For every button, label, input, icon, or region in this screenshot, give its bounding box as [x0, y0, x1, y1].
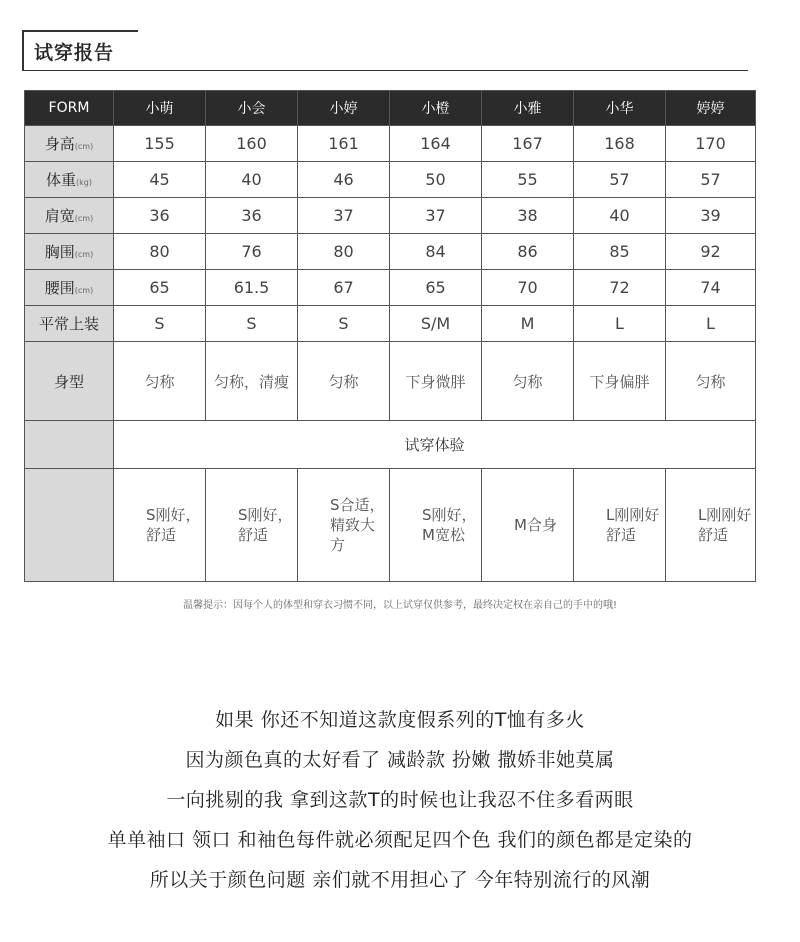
measurement-cell: 74 — [666, 270, 756, 306]
size-cell: M — [482, 306, 574, 342]
experience-cell — [390, 469, 482, 582]
paragraph-line: 如果 你还不知道这款度假系列的T恤有多火 — [215, 709, 585, 731]
size-cell: S/M — [390, 306, 482, 342]
experience-header-row — [25, 421, 756, 469]
body-type-cell: 匀称 — [114, 342, 206, 421]
measurement-cell: 39 — [666, 198, 756, 234]
paragraph-line: 一向挑剔的我 拿到这款T的时候也让我忍不住多看两眼 — [166, 789, 634, 811]
measurement-cell: 160 — [206, 126, 298, 162]
measurement-row — [25, 162, 756, 198]
paragraph-line: 所以关于颜色问题 亲们就不用担心了 今年特别流行的风潮 — [149, 869, 651, 891]
row-label — [25, 270, 114, 306]
size-cell: S — [206, 306, 298, 342]
paragraph-line: 单单袖口 领口 和袖色每件就必须配足四个色 我们的颜色都是定染的 — [107, 829, 693, 851]
measurement-cell: 40 — [574, 198, 666, 234]
measurement-cell: 36 — [206, 198, 298, 234]
experience-cell — [574, 469, 666, 582]
experience-line: 舒适 — [606, 526, 637, 544]
empty-label-cell — [25, 421, 114, 469]
body-type-cell: 下身微胖 — [390, 342, 482, 421]
measurement-cell: 57 — [666, 162, 756, 198]
body-type-cell: 匀称 — [482, 342, 574, 421]
size-cell: L — [574, 306, 666, 342]
experience-line: M宽松 — [422, 526, 465, 544]
row-label-text: 胸围 — [44, 243, 75, 261]
row-label-text: 身高 — [44, 135, 75, 153]
measurement-cell: 80 — [298, 234, 390, 270]
size-cell: S — [298, 306, 390, 342]
size-cell: S — [114, 306, 206, 342]
measurement-cell: 46 — [298, 162, 390, 198]
row-label — [25, 126, 114, 162]
experience-line: S刚好， — [146, 506, 201, 524]
model-name: 小会 — [206, 91, 298, 126]
experience-line: M合身 — [514, 516, 557, 534]
body-type-row — [25, 342, 756, 421]
experience-line: 舒适 — [238, 526, 269, 544]
experience-cell — [114, 469, 206, 582]
measurement-cell: 57 — [574, 162, 666, 198]
body-type-cell: 匀称，清瘦 — [206, 342, 298, 421]
description-paragraph — [0, 700, 800, 900]
experience-row — [25, 469, 756, 582]
experience-line: 舒适 — [698, 526, 729, 544]
measurement-cell: 161 — [298, 126, 390, 162]
row-label-text: 腰围 — [44, 279, 75, 297]
measurement-cell: 37 — [390, 198, 482, 234]
measurement-cell: 168 — [574, 126, 666, 162]
model-name: 婷婷 — [666, 91, 756, 126]
model-name: 小婷 — [298, 91, 390, 126]
row-label — [25, 198, 114, 234]
measurement-cell: 72 — [574, 270, 666, 306]
row-label — [25, 162, 114, 198]
model-name: 小华 — [574, 91, 666, 126]
experience-line: 精致大方 — [330, 516, 376, 554]
model-name: 小橙 — [390, 91, 482, 126]
page-title: 试穿报告 — [34, 42, 115, 64]
measurement-row — [25, 126, 756, 162]
measurement-cell: 65 — [114, 270, 206, 306]
corner-cell: FORM — [25, 91, 114, 126]
measurement-cell: 70 — [482, 270, 574, 306]
measurement-cell: 67 — [298, 270, 390, 306]
experience-line: 舒适 — [146, 526, 177, 544]
measurement-cell: 92 — [666, 234, 756, 270]
experience-line: L刚刚好 — [698, 506, 752, 524]
experience-cell — [206, 469, 298, 582]
measurement-row — [25, 270, 756, 306]
model-name: 小萌 — [114, 91, 206, 126]
row-label-text: 肩宽 — [44, 207, 75, 225]
empty-label-cell — [25, 469, 114, 582]
row-label: 平常上装 — [25, 306, 114, 342]
measurement-cell: 80 — [114, 234, 206, 270]
fitting-report-table — [24, 90, 756, 582]
title-divider — [22, 70, 748, 71]
measurement-cell: 55 — [482, 162, 574, 198]
experience-cell — [482, 469, 574, 582]
measurement-cell: 76 — [206, 234, 298, 270]
body-type-cell: 下身偏胖 — [574, 342, 666, 421]
measurement-cell: 40 — [206, 162, 298, 198]
measurement-cell: 170 — [666, 126, 756, 162]
measurement-cell: 155 — [114, 126, 206, 162]
experience-title: 试穿体验 — [114, 421, 756, 469]
row-unit: (cm) — [74, 142, 94, 151]
header-row — [25, 91, 756, 126]
measurement-cell: 45 — [114, 162, 206, 198]
measurement-cell: 38 — [482, 198, 574, 234]
body-type-cell: 匀称 — [666, 342, 756, 421]
measurement-cell: 164 — [390, 126, 482, 162]
experience-line: S刚好， — [422, 506, 477, 524]
measurement-cell: 86 — [482, 234, 574, 270]
row-label — [25, 234, 114, 270]
paragraph-line: 因为颜色真的太好看了 减龄款 扮嫩 撒娇非她莫属 — [185, 749, 615, 771]
row-unit: (cm) — [74, 250, 94, 259]
row-unit: (kg) — [76, 178, 92, 187]
measurement-row — [25, 234, 756, 270]
usual-size-row — [25, 306, 756, 342]
measurement-row — [25, 198, 756, 234]
size-cell: L — [666, 306, 756, 342]
experience-line: S刚好， — [238, 506, 293, 524]
row-unit: (cm) — [74, 214, 94, 223]
measurement-cell: 84 — [390, 234, 482, 270]
measurement-cell: 85 — [574, 234, 666, 270]
experience-line: S合适， — [330, 496, 385, 514]
tip-note: 温馨提示：因每个人的体型和穿衣习惯不同，以上试穿仅供参考，最终决定权在亲自己的手中的哦! — [182, 600, 617, 611]
experience-line: L刚刚好 — [606, 506, 660, 524]
row-unit: (cm) — [74, 286, 94, 295]
model-name: 小雅 — [482, 91, 574, 126]
measurement-cell: 36 — [114, 198, 206, 234]
experience-cell — [298, 469, 390, 582]
body-type-cell: 匀称 — [298, 342, 390, 421]
experience-cell — [666, 469, 756, 582]
measurement-cell: 50 — [390, 162, 482, 198]
measurement-cell: 167 — [482, 126, 574, 162]
measurement-cell: 37 — [298, 198, 390, 234]
row-label: 身型 — [25, 342, 114, 421]
row-label-text: 体重 — [46, 171, 77, 189]
measurement-cell: 65 — [390, 270, 482, 306]
measurement-cell: 61.5 — [206, 270, 298, 306]
